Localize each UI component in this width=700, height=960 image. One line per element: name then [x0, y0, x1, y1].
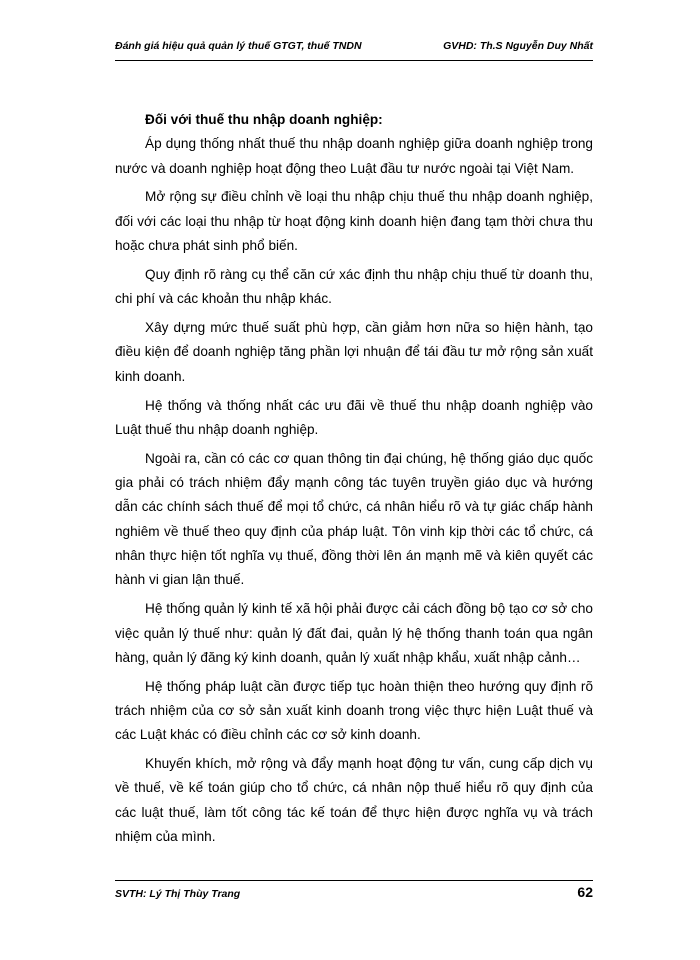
paragraph-5: Hệ thống và thống nhất các ưu đãi về thuế thu nhập doanh nghiệp vào Luật thuế thu nhập doanh nghiệp. — [115, 397, 593, 437]
page-footer — [115, 884, 593, 904]
footer-author: SVTH: Lý Thị Thùy Trang — [115, 888, 241, 900]
header-advisor: GVHD: Th.S Nguyễn Duy Nhất — [443, 40, 593, 52]
paragraph-2: Mở rộng sự điều chỉnh về loại thu nhập chịu thuế thu nhập doanh nghiệp, đối với các loại thu nhập từ hoạt động kinh doanh hiện đang tạm thời chưa thu hoặc chưa phát sinh phổ biến. — [115, 189, 593, 254]
document-body — [115, 108, 593, 854]
footer-divider — [115, 880, 593, 881]
paragraph-6: Ngoài ra, cần có các cơ quan thông tin đại chúng, hệ thống giáo dục quốc gia phải có trách nhiệm đẩy mạnh công tác tuyên truyền giáo dục và hướng dẫn các chính sách thuế để mọi tổ chức, cá nhân hiểu rõ và tự giác chấp hành nghiêm về thuế theo quy định của pháp luật. Tôn vinh kịp thời các tổ chức, cá nhân thực hiện tốt nghĩa vụ thuế, đồng thời lên án mạnh mẽ và kiên quyết các hành vi gian lận thuế. — [115, 450, 593, 588]
paragraph-9: Khuyến khích, mở rộng và đẩy mạnh hoạt động tư vấn, cung cấp dịch vụ về thuế, về kế toán giúp cho tổ chức, cá nhân nộp thuế hiểu rõ quy định của các luật thuế, làm tốt công tác kế toán để thực hiện được nghĩa vụ và trách nhiệm của mình. — [115, 756, 593, 845]
paragraph-7: Hệ thống quản lý kinh tế xã hội phải được cải cách đồng bộ tạo cơ sở cho việc quản lý thuế như: quản lý đất đai, quản lý hệ thống thanh toán qua ngân hàng, quản lý đăng ký kinh doanh, quản lý xuất nhập khẩu, xuất nhập cảnh… — [115, 601, 593, 665]
section-heading: Đối với thuế thu nhập doanh nghiệp: — [145, 112, 383, 127]
paragraph-3: Quy định rõ ràng cụ thể căn cứ xác định thu nhập chịu thuế từ doanh thu, chi phí và các khoản thu nhập khác. — [115, 266, 593, 307]
paragraph-8: Hệ thống pháp luật cần được tiếp tục hoàn thiện theo hướng quy định rõ trách nhiệm của cơ sở sản xuất kinh doanh trong việc thực hiện Luật thuế và các Luật khác có điều chỉnh các cơ sở kinh doanh. — [115, 678, 593, 743]
page-number: 62 — [577, 884, 593, 900]
paragraph-4: Xây dựng mức thuế suất phù hợp, cần giảm hơn nữa so hiện hành, tạo điều kiện để doanh nghiệp tăng phần lợi nhuận để tái đầu tư mở rộng sản xuất kinh doanh. — [115, 320, 593, 384]
page-header — [115, 40, 593, 56]
header-divider — [115, 60, 593, 61]
paragraph-1: Áp dụng thống nhất thuế thu nhập doanh nghiệp giữa doanh nghiệp trong nước và doanh nghiệp hoạt động theo Luật đầu tư nước ngoài tại Việt Nam. — [115, 136, 593, 176]
header-title: Đánh giá hiệu quả quản lý thuế GTGT, thuế TNDN — [115, 40, 362, 52]
